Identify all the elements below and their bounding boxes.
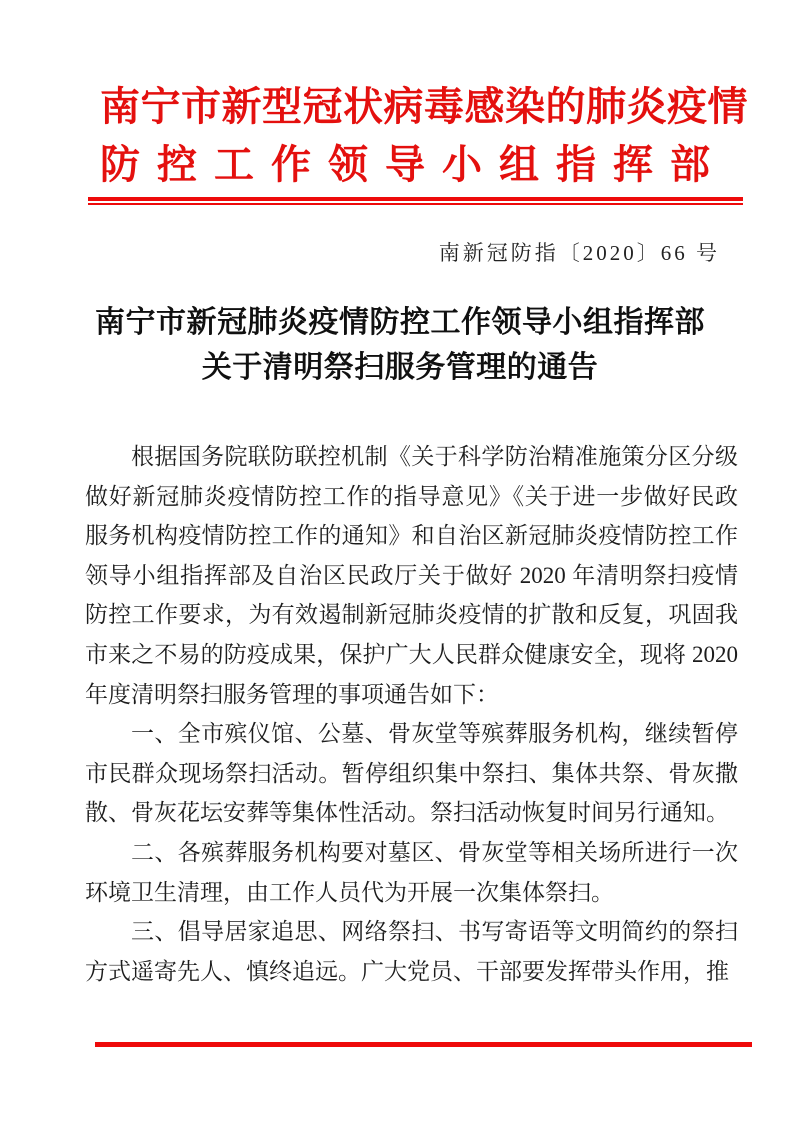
title-line1: 南宁市新冠肺炎疫情防控工作领导小组指挥部 [95,306,705,339]
letterhead-rule [88,197,743,205]
letterhead-rule-thick [88,197,743,201]
letterhead [100,78,748,194]
body-paragraph-3: 二、各殡葬服务机构要对墓区、骨灰堂等相关场所进行一次环境卫生清理，由工作人员代为开展一次集体祭扫。 [85,839,738,905]
letterhead-rule-thin [88,203,743,205]
letterhead-line1: 南宁市新型冠状病毒感染的肺炎疫情 [100,84,748,129]
bottom-rule [95,1042,752,1047]
body-paragraph-1: 根据国务院联防联控机制《关于科学防治精准施策分区分级做好新冠肺炎疫情防控工作的指导意见》《关于进一步做好民政服务机构疫情防控工作的通知》和自治区新冠肺炎疫情防控工作领导小组指挥部及自治区民政厅关于做好 2020 年清明祭扫疫情防控工作要求，为有效遏制新冠肺炎疫情的扩散和反复，巩固我市来之不易的防疫成果，保护广大人民群众健康安全，现将 2020 年度清明祭扫服务管理的事项通告如下： [85,444,738,707]
title-line2: 关于清明祭扫服务管理的通告 [201,351,599,384]
document-number: 南新冠防指〔2020〕66 号 [438,241,720,265]
letterhead-line2: 防控工作领导小组指挥部 [100,142,727,187]
document-title [0,300,800,390]
body-paragraph-4: 三、倡导居家追思、网络祭扫、书写寄语等文明简约的祭扫方式遥寄先人、慎终追远。广大党员、干部要发挥带头作用，推 [85,919,738,984]
document-body [85,437,738,991]
body-paragraph-2: 一、全市殡仪馆、公墓、骨灰堂等殡葬服务机构，继续暂停市民群众现场祭扫活动。暂停组织集中祭扫、集体共祭、骨灰撒散、骨灰花坛安葬等集体性活动。祭扫活动恢复时间另行通知。 [85,721,738,826]
